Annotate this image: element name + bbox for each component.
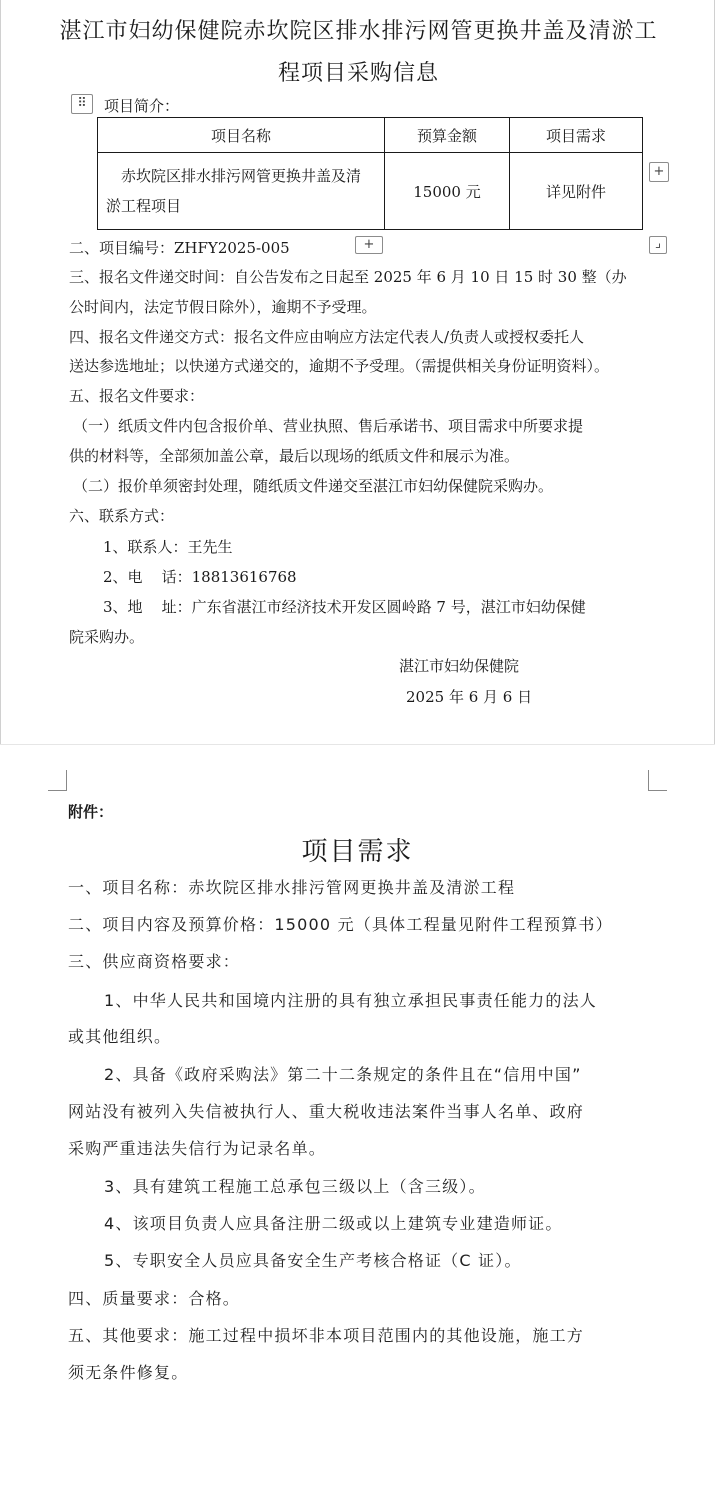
- page-title-line-2: 程项目采购信息: [277, 61, 439, 86]
- signature-organization: 湛江市妇幼保健院: [399, 657, 520, 675]
- document-page-1: [0, 0, 715, 744]
- header-requirement: 项目需求: [510, 118, 643, 153]
- contact-address-line-2: 院采购办。: [69, 628, 145, 646]
- contact-heading: 六、联系方式：: [69, 507, 175, 525]
- cell-requirement: 详见附件: [510, 153, 643, 230]
- req-quality: 四、质量要求：合格。: [68, 1289, 241, 1308]
- page-corner-mark-right: [648, 770, 667, 791]
- contact-person: 1、联系人：王先生: [103, 538, 233, 556]
- attachment-label: 附件：: [68, 803, 114, 821]
- page-corner-mark-left: [48, 770, 67, 791]
- signature-date: 2025 年 6 月 6 日: [406, 688, 533, 706]
- req-supplier-4: 4、该项目负责人应具备注册二级或以上建筑专业建造师证。: [104, 1214, 563, 1233]
- req-supplier-heading: 三、供应商资格要求：: [68, 952, 241, 971]
- file-requirement-1-line-1: （一）纸质文件内包含报价单、营业执照、售后承诺书、项目需求中所要求提: [73, 417, 584, 435]
- cell-budget: 15000 元: [385, 153, 510, 230]
- add-row-plus-icon[interactable]: +: [355, 236, 383, 254]
- file-requirement-2: （二）报价单须密封处理，随纸质文件递交至湛江市妇幼保健院采购办。: [73, 477, 554, 495]
- req-other-line-1: 五、其他要求：施工过程中损坏非本项目范围内的其他设施，施工方: [68, 1326, 585, 1345]
- req-project-name: 一、项目名称：赤坎院区排水排污管网更换井盖及清淤工程: [68, 878, 516, 897]
- table-header-row: [98, 118, 643, 153]
- page-title-line-1: 湛江市妇幼保健院赤坎院区排水排污网管更换井盖及清淤工: [59, 19, 658, 44]
- req-supplier-1-line-1: 1、中华人民共和国境内注册的具有独立承担民事责任能力的法人: [104, 991, 597, 1010]
- requirements-title: 项目需求: [301, 837, 414, 867]
- intro-label: 项目简介：: [104, 97, 180, 115]
- submission-time-line-1: 三、报名文件递交时间：自公告发布之日起至 2025 年 6 月 10 日 15 时 30 整（办: [69, 268, 627, 286]
- table-resize-handle-icon[interactable]: ⌟: [649, 236, 667, 254]
- project-number-line: 二、项目编号：ZHFY2025-005: [69, 239, 290, 257]
- cell-project-name-line-2: 淤工程项目: [106, 197, 182, 215]
- submission-time-line-2: 公时间内，法定节假日除外），逾期不予受理。: [69, 298, 377, 316]
- req-supplier-2-line-3: 采购严重违法失信行为记录名单。: [68, 1139, 327, 1158]
- req-supplier-2-line-2: 网站没有被列入失信被执行人、重大税收违法案件当事人名单、政府: [68, 1102, 585, 1121]
- file-requirement-1-line-2: 供的材料等，全部须加盖公章，最后以现场的纸质文件和展示为准。: [69, 447, 520, 465]
- header-project-name: 项目名称: [98, 118, 385, 153]
- table-move-handle-icon[interactable]: ⠿: [71, 94, 93, 114]
- req-content-budget: 二、项目内容及预算价格：15000 元（具体工程量见附件工程预算书）: [68, 915, 613, 934]
- add-column-plus-icon[interactable]: +: [649, 162, 669, 182]
- cell-project-name: [98, 153, 385, 230]
- cell-project-name-line-1: 赤坎院区排水排污网管更换井盖及清: [120, 167, 361, 185]
- submission-method-line-1: 四、报名文件递交方式：报名文件应由响应方法定代表人/负责人或授权委托人: [69, 328, 585, 346]
- contact-address-line-1: 3、地 址：广东省湛江市经济技术开发区圆岭路 7 号，湛江市妇幼保健: [103, 598, 586, 616]
- file-requirements-heading: 五、报名文件要求：: [69, 387, 205, 405]
- submission-method-line-2: 送达参选地址；以快递方式递交的，逾期不予受理。（需提供相关身份证明资料）。: [69, 357, 610, 375]
- table-row: [98, 153, 643, 230]
- project-table: [97, 117, 643, 230]
- contact-phone: 2、电 话：18813616768: [103, 568, 297, 586]
- req-supplier-2-line-1: 2、具备《政府采购法》第二十二条规定的条件且在“信用中国”: [104, 1065, 582, 1084]
- header-budget: 预算金额: [385, 118, 510, 153]
- document-page-2: [0, 745, 715, 1496]
- req-other-line-2: 须无条件修复。: [68, 1363, 189, 1382]
- req-supplier-1-line-2: 或其他组织。: [68, 1027, 172, 1046]
- req-supplier-5: 5、专职安全人员应具备安全生产考核合格证（C 证）。: [104, 1251, 522, 1270]
- req-supplier-3: 3、具有建筑工程施工总承包三级以上（含三级）。: [104, 1177, 486, 1196]
